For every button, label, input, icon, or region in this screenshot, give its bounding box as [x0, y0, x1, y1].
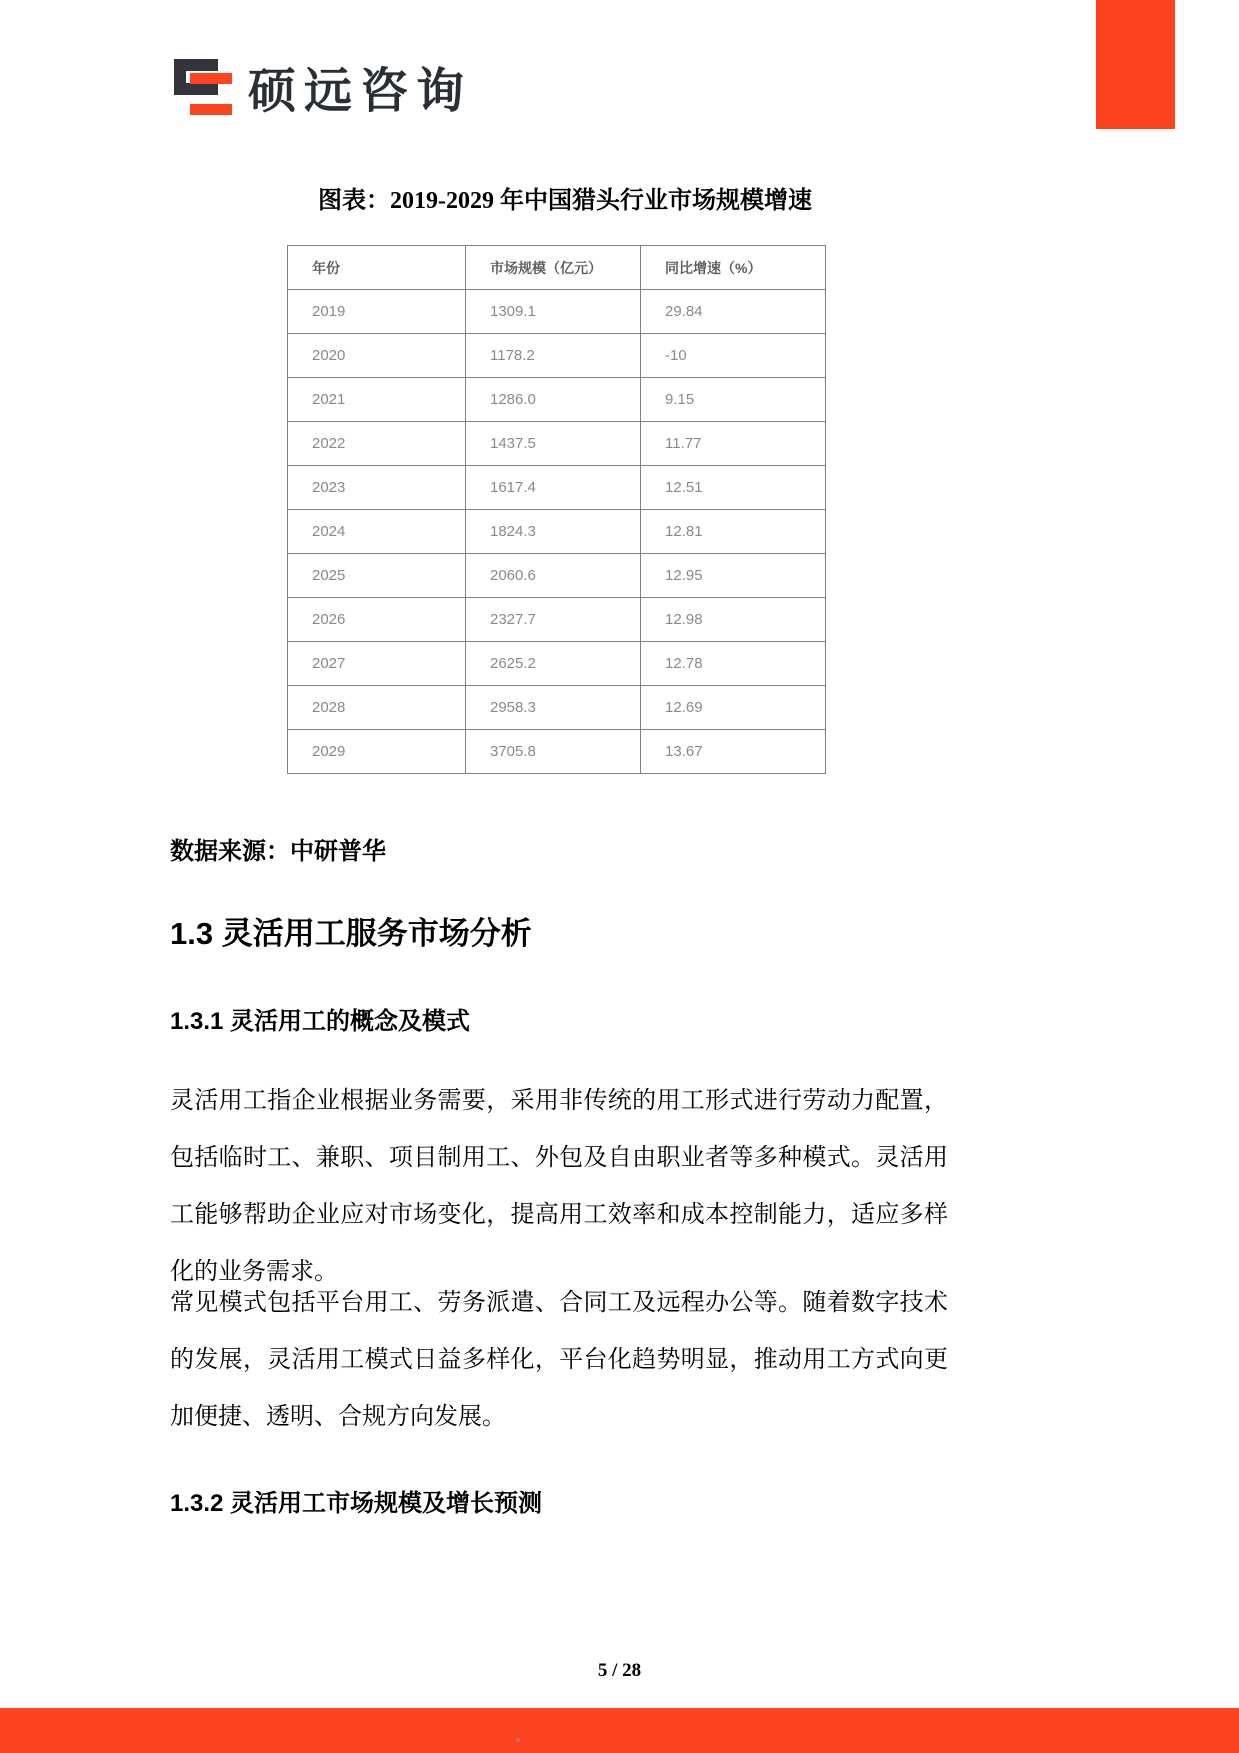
- table-cell: 12.69: [641, 686, 826, 730]
- table-row: [288, 334, 826, 378]
- table-cell: 2026: [288, 598, 466, 642]
- table-cell: 1617.4: [466, 466, 641, 510]
- corner-accent-block: [1096, 0, 1175, 129]
- market-size-table: [287, 245, 826, 774]
- subsection-heading-1-3-1: 1.3.1 灵活用工的概念及模式: [170, 1008, 471, 1035]
- table-cell: 2024: [288, 510, 466, 554]
- table-cell: 1309.1: [466, 290, 641, 334]
- table-body: [288, 290, 826, 774]
- table-cell: 12.81: [641, 510, 826, 554]
- table-cell: 1437.5: [466, 422, 641, 466]
- table-cell: 2958.3: [466, 686, 641, 730]
- brand-logo: [170, 52, 472, 121]
- table-cell: 2060.6: [466, 554, 641, 598]
- table-cell: 12.98: [641, 598, 826, 642]
- table-cell: 1824.3: [466, 510, 641, 554]
- table-cell: 29.84: [641, 290, 826, 334]
- page-number: 5 / 28: [597, 1660, 642, 1681]
- table-row: [288, 730, 826, 774]
- section-heading-1-3: 1.3 灵活用工服务市场分析: [170, 916, 532, 951]
- logo-icon: [170, 57, 232, 117]
- table-header-cell: 年份: [288, 246, 466, 290]
- table-header-row: [288, 246, 826, 290]
- table-row: [288, 598, 826, 642]
- footer-dot: [516, 1738, 520, 1742]
- subsection-heading-1-3-2: 1.3.2 灵活用工市场规模及增长预测: [170, 1490, 543, 1517]
- table-cell: 1178.2: [466, 334, 641, 378]
- table-cell: 12.78: [641, 642, 826, 686]
- table-row: [288, 642, 826, 686]
- table-cell: 12.51: [641, 466, 826, 510]
- data-source-line: 数据来源：中研普华: [170, 838, 386, 865]
- body-paragraph-2: 常见模式包括平台用工、劳务派遣、合同工及远程办公等。随着数字技术的发展，灵活用工模式日益多样化，平台化趋势明显，推动用工方式向更加便捷、透明、合规方向发展。: [170, 1289, 948, 1430]
- table-cell: 1286.0: [466, 378, 641, 422]
- table-header-cell: 同比增速（%）: [641, 246, 826, 290]
- table-row: [288, 554, 826, 598]
- table-cell: 2023: [288, 466, 466, 510]
- table-row: [288, 378, 826, 422]
- table-cell: 2327.7: [466, 598, 641, 642]
- table-cell: 2027: [288, 642, 466, 686]
- figure-title: 图表：2019-2029 年中国猎头行业市场规模增速: [318, 188, 812, 214]
- body-paragraph-1: 灵活用工指企业根据业务需要，采用非传统的用工形式进行劳动力配置，包括临时工、兼职、项目制用工、外包及自由职业者等多种模式。灵活用工能够帮助企业应对市场变化，提高用工效率和成本控制能力，适应多样化的业务需求。: [170, 1087, 948, 1285]
- table-cell: 2028: [288, 686, 466, 730]
- table-cell: 2625.2: [466, 642, 641, 686]
- table-cell: 12.95: [641, 554, 826, 598]
- table-row: [288, 290, 826, 334]
- table-cell: 9.15: [641, 378, 826, 422]
- table-cell: 2022: [288, 422, 466, 466]
- table-cell: 2021: [288, 378, 466, 422]
- table-cell: 2029: [288, 730, 466, 774]
- table-cell: 3705.8: [466, 730, 641, 774]
- footer-accent-bar: [0, 1708, 1239, 1753]
- table-row: [288, 686, 826, 730]
- table-row: [288, 466, 826, 510]
- table-cell: 2019: [288, 290, 466, 334]
- table-cell: 2025: [288, 554, 466, 598]
- brand-name: 硕远咨询: [248, 65, 473, 118]
- table-cell: 13.67: [641, 730, 826, 774]
- table-cell: 11.77: [641, 422, 826, 466]
- table-row: [288, 422, 826, 466]
- table-row: [288, 510, 826, 554]
- table-cell: 2020: [288, 334, 466, 378]
- table-header-cell: 市场规模（亿元）: [466, 246, 641, 290]
- table-cell: -10: [641, 334, 826, 378]
